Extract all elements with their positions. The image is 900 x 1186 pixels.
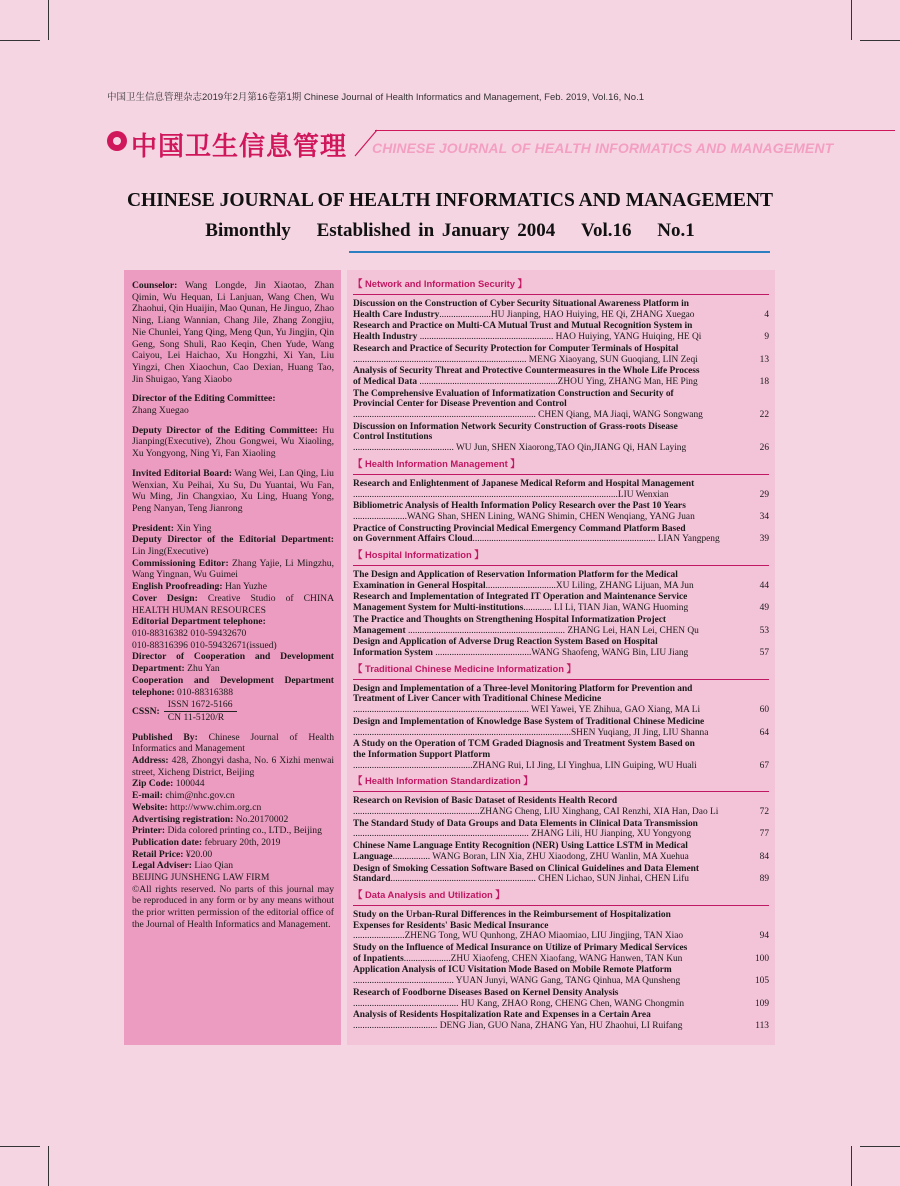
table-of-contents bbox=[347, 270, 775, 1045]
article-title-line: Research on Revision of Basic Dataset of Residents Health Record bbox=[353, 796, 618, 807]
article-byline-text bbox=[353, 807, 745, 818]
article-authors: CHEN Qiang, MA Jiaqi, WANG Songwang bbox=[535, 410, 703, 421]
article-byline bbox=[353, 443, 769, 454]
advertising-entry: Advertising registration: No.20170002 bbox=[132, 813, 289, 825]
running-head: 中国卫生信息管理杂志2019年2月第16卷第1期 Chinese Journal of Health Informatics and Management, Feb. 2019, Vol.16, No.1 bbox=[107, 92, 644, 103]
issn-value: ISSN 1672-5166 bbox=[164, 699, 237, 712]
article-page: 26 bbox=[759, 443, 769, 454]
article-title-line: Research and Practice of Security Protection for Computer Terminals of Hospital bbox=[353, 343, 679, 354]
section-bracket: 【 bbox=[353, 457, 365, 469]
article-title-end: Information System bbox=[353, 647, 433, 658]
article-byline bbox=[353, 490, 769, 501]
toc-article bbox=[353, 717, 769, 738]
article-byline-text bbox=[353, 443, 745, 454]
toc-article bbox=[353, 841, 769, 862]
section-title: Health Information Standardization bbox=[364, 775, 521, 787]
leader-dots: ....................... bbox=[353, 511, 407, 522]
journal-brand bbox=[107, 128, 887, 162]
cn-value: CN 11-5120/R bbox=[167, 711, 225, 723]
toc-article bbox=[353, 684, 769, 716]
section-bracket: 】 bbox=[507, 457, 520, 469]
article-title-line: Design and Application of Adverse Drug Reaction System Based on Hospital bbox=[353, 637, 658, 648]
issue-established: Established in January 2004 bbox=[316, 220, 556, 241]
article-byline bbox=[353, 332, 769, 343]
article-authors: WEI Yawei, YE Zhihua, GAO Xiang, MA Li bbox=[528, 705, 701, 716]
article-page: 4 bbox=[764, 309, 769, 320]
article-byline bbox=[353, 377, 769, 388]
publication-date-entry: Publication date: february 20th, 2019 bbox=[132, 836, 281, 848]
article-byline bbox=[353, 954, 769, 965]
article-page: 84 bbox=[759, 851, 769, 862]
crop-mark bbox=[48, 1146, 49, 1186]
article-byline-text bbox=[353, 976, 745, 987]
cover-design-entry: Cover Design: Creative Studio of CHINA HEALTH HUMAN RESOURCES bbox=[132, 592, 334, 616]
leader-dots: ...................... bbox=[439, 309, 491, 320]
article-title-end: of Medical Data bbox=[353, 376, 418, 387]
article-title-line: Application Analysis of ICU Visitation Mode Based on Mobile Remote Platform bbox=[353, 965, 672, 976]
crop-mark bbox=[851, 0, 852, 40]
article-byline-text bbox=[353, 355, 745, 366]
section-title: Health Information Management bbox=[364, 457, 508, 469]
article-byline bbox=[353, 648, 769, 659]
article-byline bbox=[353, 626, 769, 637]
leader-dots: ......................................................... bbox=[417, 332, 554, 343]
article-authors: ZHANG Lili, HU Jianping, XU Yongyong bbox=[528, 829, 692, 840]
article-authors: ZHANG Lei, HAN Lei, CHEN Qu bbox=[564, 625, 699, 636]
issue-line bbox=[0, 220, 900, 242]
toc-article bbox=[353, 479, 769, 500]
article-authors: LI Li, TIAN Jian, WANG Huoming bbox=[551, 603, 689, 614]
article-page: 29 bbox=[759, 489, 769, 500]
article-byline-text bbox=[353, 705, 745, 716]
article-byline-text bbox=[353, 852, 745, 863]
article-byline bbox=[353, 761, 769, 772]
issue-number: No.1 bbox=[657, 220, 695, 241]
article-title-end: Standard bbox=[353, 874, 391, 885]
article-byline-text bbox=[353, 1021, 745, 1032]
article-title-end: of Inpatients bbox=[353, 953, 404, 964]
article-byline bbox=[353, 705, 769, 716]
toc-article bbox=[353, 819, 769, 840]
article-byline-text bbox=[353, 410, 745, 421]
article-title-line: A Study on the Operation of TCM Graded Diagnosis and Treatment System Based on bbox=[353, 739, 695, 750]
legal-entry: Legal Adviser: Liao Qian bbox=[132, 860, 234, 872]
toc-article bbox=[353, 501, 769, 522]
toc-article bbox=[353, 366, 769, 387]
leader-dots: .............................................................................. bbox=[472, 534, 656, 545]
website-entry: Website: http://www.chim.org.cn bbox=[132, 801, 262, 813]
toc-article bbox=[353, 299, 769, 320]
article-byline bbox=[353, 512, 769, 523]
crop-mark bbox=[860, 1146, 900, 1147]
toc-article bbox=[353, 637, 769, 658]
article-page: 44 bbox=[759, 580, 769, 591]
leader-dots: .................................... bbox=[353, 1020, 438, 1031]
president-entry: President: Xin Ying bbox=[132, 522, 212, 534]
section-title: Network and Information Security bbox=[364, 278, 516, 289]
toc-article bbox=[353, 943, 769, 964]
leader-dots: ............................................. bbox=[353, 998, 459, 1009]
article-byline-text bbox=[353, 999, 745, 1010]
crop-mark bbox=[0, 40, 40, 41]
article-byline-text bbox=[353, 761, 745, 772]
article-authors: WANG Boran, LIN Xia, ZHU Xiaodong, ZHU Wanlin, MA Xuehua bbox=[430, 851, 689, 862]
deputy-entry: Deputy Director of the Editing Committee: Hu Jianping(Executive), Zhou Gongwei, Wu Xiaoling, Xu Yongyong, Ning Yi, Fan Xiaoling bbox=[132, 424, 334, 460]
toc-section bbox=[353, 458, 769, 545]
leader-dots: ............ bbox=[523, 603, 552, 614]
article-title-line: Discussion on Information Network Security Construction of Grass-roots Disease bbox=[353, 421, 678, 432]
brand-chinese-title: 中国卫生信息管理 bbox=[131, 132, 348, 162]
toc-section bbox=[353, 663, 769, 772]
article-byline-text bbox=[353, 626, 745, 637]
article-title-line: Expenses for Residents' Basic Medical Insurance bbox=[353, 920, 549, 931]
leader-dots: ........................................... bbox=[353, 976, 454, 987]
article-byline-text bbox=[353, 954, 745, 965]
price-entry: Retail Price: ¥20.00 bbox=[132, 848, 213, 860]
article-authors: HAO Huiying, YANG Huiqing, HE Qi bbox=[553, 332, 702, 343]
article-page: 53 bbox=[759, 625, 769, 636]
article-byline bbox=[353, 310, 769, 321]
director-entry: Director of the Editing Committee: Zhang Xuegao bbox=[132, 393, 276, 417]
toc-article bbox=[353, 524, 769, 545]
article-byline bbox=[353, 581, 769, 592]
crop-mark bbox=[860, 40, 900, 41]
leader-dots: ......................................... bbox=[432, 647, 532, 658]
article-page: 94 bbox=[759, 931, 769, 942]
title-rule bbox=[349, 251, 770, 253]
article-byline-text bbox=[353, 829, 745, 840]
issue-frequency: Bimonthly bbox=[205, 220, 291, 241]
leader-dots: ............................................................................................. bbox=[353, 727, 571, 738]
section-bracket: 【 bbox=[353, 775, 365, 787]
article-title-line: The Design and Application of Reservation Information Platform for the Medical bbox=[353, 570, 678, 581]
leader-dots: ........................................................... bbox=[417, 376, 558, 387]
cooperation-director-entry: Director of Cooperation and Development Department: Zhu Yan bbox=[132, 651, 334, 675]
article-byline bbox=[353, 1021, 769, 1032]
article-title-end: Management bbox=[353, 625, 406, 636]
printer-entry: Printer: Dida colored printing co., LTD., Beijing bbox=[132, 825, 322, 837]
article-page: 89 bbox=[759, 874, 769, 885]
commissioning-entry: Commissioning Editor: Zhang Yajie, Li Mingzhu, Wang Yingnan, Wu Guimei bbox=[132, 557, 334, 581]
article-title-line: Provincial Center for Disease Prevention and Control bbox=[353, 399, 567, 410]
article-byline-text bbox=[353, 874, 745, 885]
brand-rule bbox=[375, 130, 895, 131]
toc-article bbox=[353, 570, 769, 591]
article-page: 72 bbox=[759, 807, 769, 818]
leader-dots: ................................................... bbox=[353, 760, 473, 771]
toc-section bbox=[353, 889, 769, 1032]
leader-dots: ........................................... bbox=[353, 443, 454, 454]
cooperation-telephone-entry: Cooperation and Development Department telephone: 010-88316388 bbox=[132, 674, 334, 698]
section-bracket: 】 bbox=[520, 775, 533, 787]
leader-dots: ................................................................................................................. bbox=[353, 489, 618, 500]
article-byline bbox=[353, 829, 769, 840]
article-title-line: Research and Implementation of Integrated IT Operation and Maintenance Service bbox=[353, 592, 688, 603]
article-page: 9 bbox=[764, 332, 769, 343]
masthead-panel bbox=[124, 270, 341, 1045]
article-title-line: Discussion on the Construction of Cyber Security Situational Awareness Platform in bbox=[353, 299, 689, 309]
toc-article bbox=[353, 1010, 769, 1031]
page-title: CHINESE JOURNAL OF HEALTH INFORMATICS AND MANAGEMENT bbox=[126, 190, 774, 211]
article-page: 77 bbox=[759, 829, 769, 840]
article-authors: WANG Shaofeng, WANG Bin, LIU Jiang bbox=[531, 647, 689, 658]
toc-article bbox=[353, 910, 769, 942]
section-heading bbox=[353, 458, 769, 475]
section-heading bbox=[353, 663, 769, 680]
article-byline bbox=[353, 874, 769, 885]
leader-dots: ................................................................... bbox=[405, 625, 565, 636]
article-byline bbox=[353, 999, 769, 1010]
article-byline-text bbox=[353, 581, 745, 592]
article-byline-text bbox=[353, 603, 745, 614]
crop-mark bbox=[0, 1146, 40, 1147]
article-authors: DENG Jian, GUO Nana, ZHANG Yan, HU Zhaohui, LI Ruifang bbox=[437, 1020, 683, 1031]
section-bracket: 【 bbox=[353, 888, 365, 900]
law-firm-entry: BEIJING JUNSHENG LAW FIRM bbox=[132, 872, 270, 884]
toc-article bbox=[353, 389, 769, 421]
counselor-entry: Counselor: Wang Longde, Jin Xiaotao, Zhan Qimin, Wu Hequan, Li Lanjuan, Wang Chen, Wu Zhaohui, Qin Huaijin, Mao Qunan, He Jinguo, Zhao Ning, Liang Wannian, Chang Jile, Zhang Zongjiu, Nie Chunlei, Yang Qing, Meng Qun, Yu Jingjin, Qin Geng, Song Shuli, Rao Keqin, Chen Yude, Wang Caiyou, Lei Haichao, Xu Hongzhi, Xi Yan, Liu Yingzi, Chen Xiaochun, Cao Dexian, Huang Tao, Jin Shuigao, Yang Xiaobo bbox=[132, 280, 334, 385]
article-page: 22 bbox=[759, 410, 769, 421]
article-byline bbox=[353, 355, 769, 366]
article-page: 64 bbox=[759, 727, 769, 738]
section-heading bbox=[353, 278, 769, 295]
brand-english-title: CHINESE JOURNAL OF HEALTH INFORMATICS AND MANAGEMENT bbox=[372, 140, 834, 156]
section-title: Hospital Informatization bbox=[364, 549, 472, 561]
toc-article bbox=[353, 864, 769, 885]
article-byline bbox=[353, 976, 769, 987]
article-title-line: the Information Support Platform bbox=[353, 749, 491, 760]
published-entry: Published By: Chinese Journal of Health Informatics and Management bbox=[132, 731, 334, 755]
article-authors: CHEN Lichao, SUN Jinhai, CHEN Lifu bbox=[535, 874, 689, 885]
article-page: 60 bbox=[759, 705, 769, 716]
article-byline-text bbox=[353, 490, 745, 501]
section-bracket: 【 bbox=[353, 278, 365, 289]
toc-article bbox=[353, 988, 769, 1009]
toc-article bbox=[353, 422, 769, 454]
article-page: 113 bbox=[755, 1020, 769, 1031]
article-byline bbox=[353, 728, 769, 739]
article-title-line: Design and Implementation of Knowledge Base System of Traditional Chinese Medicine bbox=[353, 716, 705, 727]
section-heading bbox=[353, 549, 769, 566]
board-entry: Invited Editorial Board: Wang Wei, Lan Qing, Liu Wenxian, Xu Peihai, Xu Su, Du Yuantai, Wu Fan, Wu Ming, Jin Changxiao, Xu Ling, Huang Yong, Peng Nanyan, Teng Jianrong bbox=[132, 467, 334, 514]
leader-dots: .............................. bbox=[485, 580, 556, 591]
leader-dots: ...................................................... bbox=[353, 807, 480, 818]
cssn-entry: CSSN: ISSN 1672-5166 CN 11-5120/R bbox=[132, 699, 334, 723]
article-byline bbox=[353, 852, 769, 863]
leader-dots: ................ bbox=[392, 851, 431, 862]
article-page: 34 bbox=[759, 511, 769, 522]
leader-dots: .......................................................................... bbox=[353, 354, 527, 365]
article-byline-text bbox=[353, 332, 745, 343]
section-title: Data Analysis and Utilization bbox=[364, 888, 493, 900]
toc-article bbox=[353, 592, 769, 613]
article-authors: ZHOU Ying, ZHANG Man, HE Ping bbox=[557, 376, 698, 387]
article-title-end: Health Industry bbox=[353, 332, 418, 343]
article-authors: HU Kang, ZHAO Rong, CHENG Chen, WANG Chongmin bbox=[458, 998, 685, 1009]
editorial-telephone-entry: Editorial Department telephone: 010-88316382 010-59432670 010-88316396 010-59432671(issued) bbox=[132, 616, 277, 651]
article-page: 18 bbox=[759, 376, 769, 387]
proofreading-entry: English Proofreading: Han Yuzhe bbox=[132, 581, 267, 593]
leader-dots: ...................... bbox=[353, 931, 405, 942]
article-title-end: Examination in General Hospital bbox=[353, 580, 486, 591]
toc-article bbox=[353, 739, 769, 771]
article-byline-text bbox=[353, 377, 745, 388]
article-authors: HU Jianping, HAO Huiying, HE Qi, ZHANG Xuegao bbox=[490, 309, 695, 320]
article-byline-text bbox=[353, 310, 745, 321]
article-byline-text bbox=[353, 931, 745, 942]
article-title-line: Bibliometric Analysis of Health Information Policy Research over the Past 10 Years bbox=[353, 501, 686, 512]
article-page: 13 bbox=[759, 354, 769, 365]
deputy-editorial-entry: Deputy Director of the Editorial Department: Lin Jing(Executive) bbox=[132, 534, 334, 558]
article-page: 67 bbox=[759, 760, 769, 771]
article-page: 57 bbox=[759, 647, 769, 658]
article-authors: WANG Shan, SHEN Lining, WANG Shimin, CHEN Wenqiang, YANG Juan bbox=[406, 511, 695, 522]
toc-section bbox=[353, 549, 769, 659]
article-title-line: Practice of Constructing Provincial Medical Emergency Command Platform Based bbox=[353, 523, 686, 534]
article-byline bbox=[353, 931, 769, 942]
toc-article bbox=[353, 965, 769, 986]
leader-dots: .............................................................................. bbox=[353, 410, 536, 421]
leader-dots: .................... bbox=[403, 953, 451, 964]
article-title-line: Chinese Name Language Entity Recognition (NER) Using Lattice LSTM in Medical bbox=[353, 841, 688, 852]
article-byline-text bbox=[353, 728, 745, 739]
article-authors: SHEN Yuqiang, JI Jing, LIU Shanna bbox=[570, 727, 709, 738]
article-title-line: The Comprehensive Evaluation of Informatization Construction and Security of bbox=[353, 388, 674, 399]
section-bracket: 【 bbox=[353, 549, 365, 561]
article-byline-text bbox=[353, 648, 745, 659]
article-title-line: Treatment of Liver Cancer with Traditional Chinese Medicine bbox=[353, 694, 602, 705]
rights-entry: ©All rights reserved. No parts of this journal may be reproduced in any form or by any means without the prior written permission of the editorial office of the Journal of Health Informatics and Management. bbox=[132, 883, 334, 930]
article-title-line: Design of Smoking Cessation Software Based on Clinical Guidelines and Data Element bbox=[353, 863, 699, 874]
article-title-line: Research of Foodborne Diseases Based on Kernel Density Analysis bbox=[353, 987, 619, 998]
article-title-line: Analysis of Security Threat and Protective Countermeasures in the Whole Life Process bbox=[353, 366, 700, 377]
toc-article bbox=[353, 796, 769, 817]
article-title-end: on Government Affairs Cloud bbox=[353, 534, 473, 545]
article-title-line: Study on the Urban-Rural Differences in the Reimbursement of Hospitalization bbox=[353, 909, 671, 920]
article-authors: ZHANG Rui, LI Jing, LI Yinghua, LIN Guiping, WU Huali bbox=[472, 760, 697, 771]
section-heading bbox=[353, 775, 769, 792]
leader-dots: .............................................................. bbox=[390, 874, 536, 885]
article-title-line: Design and Implementation of a Three-level Monitoring Platform for Prevention and bbox=[353, 683, 693, 694]
article-authors: MENG Xiaoyang, SUN Guoqiang, LIN Zeqi bbox=[526, 354, 698, 365]
article-authors: ZHANG Cheng, LIU Xinghang, CAI Renzhi, XIA Han, Dao Li bbox=[479, 807, 719, 818]
article-byline bbox=[353, 807, 769, 818]
article-authors: LIU Wenxian bbox=[617, 489, 669, 500]
article-byline-text bbox=[353, 512, 745, 523]
article-authors: WU Jun, SHEN Xiaorong,TAO Qin,JIANG Qi, HAN Laying bbox=[453, 443, 687, 454]
zip-entry: Zip Code: 100044 bbox=[132, 778, 205, 790]
section-bracket: 】 bbox=[515, 278, 527, 289]
article-title-end: Management System for Multi-institutions bbox=[353, 603, 524, 614]
article-byline-text bbox=[353, 534, 745, 545]
article-title-line: Study on the Influence of Medical Insurance on Utilize of Primary Medical Services bbox=[353, 943, 688, 954]
article-byline bbox=[353, 603, 769, 614]
toc-article bbox=[353, 615, 769, 636]
journal-logo-icon bbox=[107, 131, 127, 151]
article-authors: ZHENG Tong, WU Qunhong, ZHAO Miaomiao, LIU Jingjing, TAN Xiao bbox=[404, 931, 684, 942]
article-title-line: The Standard Study of Data Groups and Data Elements in Clinical Data Transmission bbox=[353, 818, 698, 829]
section-bracket: 】 bbox=[471, 549, 484, 561]
article-title-line: Research and Practice on Multi-CA Mutual Trust and Mutual Recognition System in bbox=[353, 321, 693, 332]
article-page: 105 bbox=[754, 976, 769, 987]
email-entry: E-mail: chim@nhc.gov.cn bbox=[132, 790, 235, 802]
leader-dots: ........................................................................... bbox=[353, 829, 529, 840]
section-bracket: 】 bbox=[563, 662, 576, 674]
article-title-line: Research and Enlightenment of Japanese Medical Reform and Hospital Management bbox=[353, 478, 695, 489]
article-byline bbox=[353, 410, 769, 421]
article-title-line: The Practice and Thoughts on Strengthening Hospital Informatization Project bbox=[353, 614, 667, 625]
article-authors: YUAN Junyi, WANG Gang, TANG Qinhua, MA Qunsheng bbox=[453, 976, 681, 987]
article-page: 100 bbox=[754, 953, 769, 964]
article-title-line: Analysis of Residents Hospitalization Rate and Expenses in a Certain Area bbox=[353, 1010, 651, 1021]
leader-dots: ........................................................................... bbox=[353, 705, 529, 716]
section-bracket: 【 bbox=[353, 662, 365, 674]
section-heading bbox=[353, 889, 769, 906]
toc-section bbox=[353, 278, 769, 454]
article-title-end: Health Care Industry bbox=[353, 309, 440, 320]
crop-mark bbox=[851, 1146, 852, 1186]
article-page: 39 bbox=[759, 534, 769, 545]
article-title-end: Language bbox=[353, 851, 393, 862]
issue-volume: Vol.16 bbox=[580, 220, 632, 241]
toc-section bbox=[353, 775, 769, 885]
article-title-line: Control Institutions bbox=[353, 432, 433, 443]
article-page: 49 bbox=[759, 603, 769, 614]
section-title: Traditional Chinese Medicine Informatization bbox=[364, 662, 564, 674]
toc-article bbox=[353, 321, 769, 342]
toc-article bbox=[353, 344, 769, 365]
article-page: 109 bbox=[754, 998, 769, 1009]
section-bracket: 】 bbox=[492, 888, 505, 900]
article-authors: LIAN Yangpeng bbox=[655, 534, 720, 545]
article-authors: ZHU Xiaofeng, CHEN Xiaofang, WANG Hanwen, TAN Kun bbox=[450, 953, 683, 964]
article-authors: XU Liling, ZHANG Lijuan, MA Jun bbox=[555, 580, 694, 591]
article-byline bbox=[353, 534, 769, 545]
address-entry: Address: 428, Zhongyi dasha, No. 6 Xizhi menwai street, Xicheng District, Beijing bbox=[132, 755, 334, 778]
crop-mark bbox=[48, 0, 49, 40]
